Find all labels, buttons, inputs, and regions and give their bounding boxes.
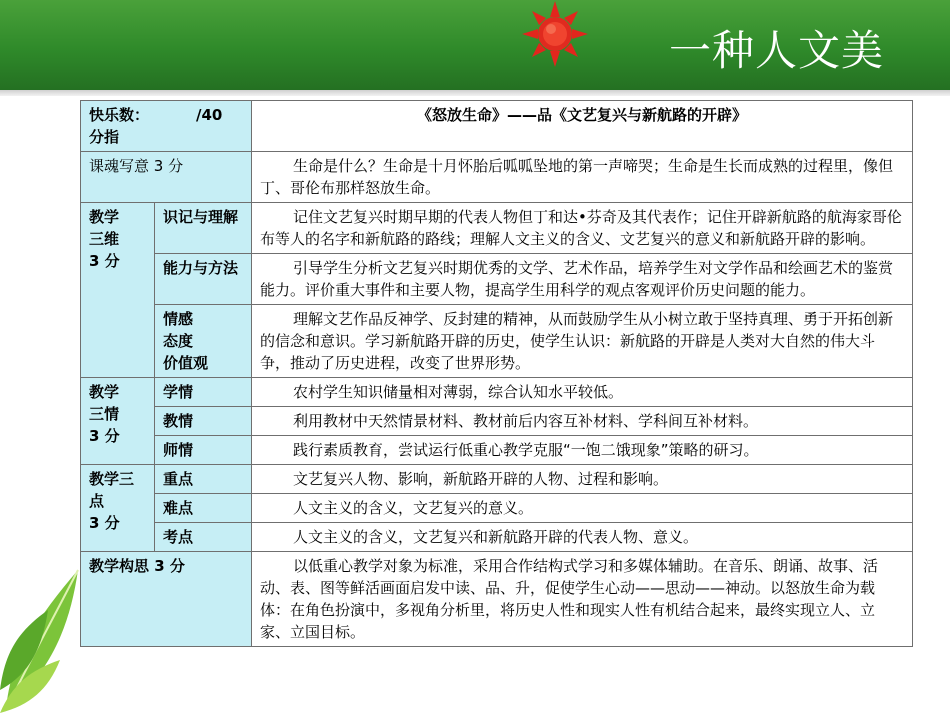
three-dimension-label-line1: 教学 bbox=[89, 208, 120, 226]
teacher-label: 师情 bbox=[155, 436, 252, 465]
difficulty-label: 难点 bbox=[155, 494, 252, 523]
difficulty-content: 人文主义的含义，文艺复兴的意义。 bbox=[252, 494, 913, 523]
concept-content: 以低重心教学对象为标准，采用合作结构式学习和多媒体辅助。在音乐、朗诵、故事、活动、表、图等鲜活画面启发中读、品、升，促使学生心动——思动——神动。以怒放生命为载体：在角色扮演中，多视角分析里，将历史人性和现实人性有机结合起来，最终实现立人、立家、立国目标。 bbox=[252, 552, 913, 647]
teacher-content: 践行素质教育，尝试运行低重心教学克服“一饱二饿现象”策略的研习。 bbox=[252, 436, 913, 465]
three-points-label bbox=[81, 465, 155, 552]
table-row-concept bbox=[81, 552, 913, 647]
score-suffix: 分指 bbox=[89, 128, 120, 146]
exam-point-content: 人文主义的含义，文艺复兴和新航路开辟的代表人物、意义。 bbox=[252, 523, 913, 552]
three-situation-label bbox=[81, 378, 155, 465]
emotion-label bbox=[155, 305, 252, 378]
table-row-emotion bbox=[81, 305, 913, 378]
emotion-label-line2: 态度 bbox=[163, 332, 194, 350]
three-situation-label-line2: 三情 bbox=[89, 405, 120, 423]
table-row-knowledge bbox=[81, 203, 913, 254]
table-row-theme bbox=[81, 152, 913, 203]
emotion-label-line1: 情感 bbox=[163, 310, 194, 328]
three-dimension-label bbox=[81, 203, 155, 378]
score-label: 快乐数： bbox=[89, 106, 150, 124]
table-row-material bbox=[81, 407, 913, 436]
three-dimension-label-line3: 3 分 bbox=[89, 252, 120, 270]
material-content: 利用教材中天然情景材料、教材前后内容互补材料、学科间互补材料。 bbox=[252, 407, 913, 436]
three-points-label-line2: 点 bbox=[89, 492, 105, 510]
key-point-content: 文艺复兴人物、影响，新航路开辟的人物、过程和影响。 bbox=[252, 465, 913, 494]
lesson-title: 《怒放生命》——品《文艺复兴与新航路的开辟》 bbox=[252, 101, 913, 152]
table-row-difficulty bbox=[81, 494, 913, 523]
table-row-header bbox=[81, 101, 913, 152]
three-situation-label-line3: 3 分 bbox=[89, 427, 120, 445]
concept-label: 教学构思 3 分 bbox=[81, 552, 252, 647]
three-points-label-line3: 3 分 bbox=[89, 514, 120, 532]
score-total: /40 bbox=[196, 106, 223, 124]
ability-label: 能力与方法 bbox=[155, 254, 252, 305]
leaf-decoration bbox=[0, 540, 90, 713]
banner-divider bbox=[0, 90, 950, 96]
table-row-teacher bbox=[81, 436, 913, 465]
table-row-key-point bbox=[81, 465, 913, 494]
sun-icon bbox=[520, 0, 590, 76]
score-label-cell bbox=[81, 101, 252, 152]
three-dimension-label-line2: 三维 bbox=[89, 230, 120, 248]
student-content: 农村学生知识储量相对薄弱，综合认知水平较低。 bbox=[252, 378, 913, 407]
theme-label: 课魂写意 3 分 bbox=[81, 152, 252, 203]
lesson-plan-table bbox=[80, 100, 913, 647]
emotion-label-line3: 价值观 bbox=[163, 354, 209, 372]
knowledge-content: 记住文艺复兴时期早期的代表人物但丁和达•芬奇及其代表作；记住开辟新航路的航海家哥伦布等人的名字和新航路的路线；理解人文主义的含义、文艺复兴的意义和新航路开辟的影响。 bbox=[252, 203, 913, 254]
three-situation-label-line1: 教学 bbox=[89, 383, 120, 401]
theme-content: 生命是什么？生命是十月怀胎后呱呱坠地的第一声啼哭；生命是生长而成熟的过程里，像但丁、哥伦布那样怒放生命。 bbox=[252, 152, 913, 203]
page-title: 一种人文美 bbox=[668, 26, 884, 75]
knowledge-label: 识记与理解 bbox=[155, 203, 252, 254]
material-label: 教情 bbox=[155, 407, 252, 436]
table-row-ability bbox=[81, 254, 913, 305]
table-row-student bbox=[81, 378, 913, 407]
ability-content: 引导学生分析文艺复兴时期优秀的文学、艺术作品，培养学生对文学作品和绘画艺术的鉴赏能力。评价重大事件和主要人物，提高学生用科学的观点客观评价历史问题的能力。 bbox=[252, 254, 913, 305]
student-label: 学情 bbox=[155, 378, 252, 407]
emotion-content: 理解文艺作品反神学、反封建的精神，从而鼓励学生从小树立敢于坚持真理、勇于开拓创新的信念和意识。学习新航路开辟的历史，使学生认识：新航路的开辟是人类对大自然的伟大斗争，推动了历史进程，改变了世界形势。 bbox=[252, 305, 913, 378]
exam-point-label: 考点 bbox=[155, 523, 252, 552]
table-row-exam-point bbox=[81, 523, 913, 552]
three-points-label-line1: 教学三 bbox=[89, 470, 135, 488]
key-point-label: 重点 bbox=[155, 465, 252, 494]
